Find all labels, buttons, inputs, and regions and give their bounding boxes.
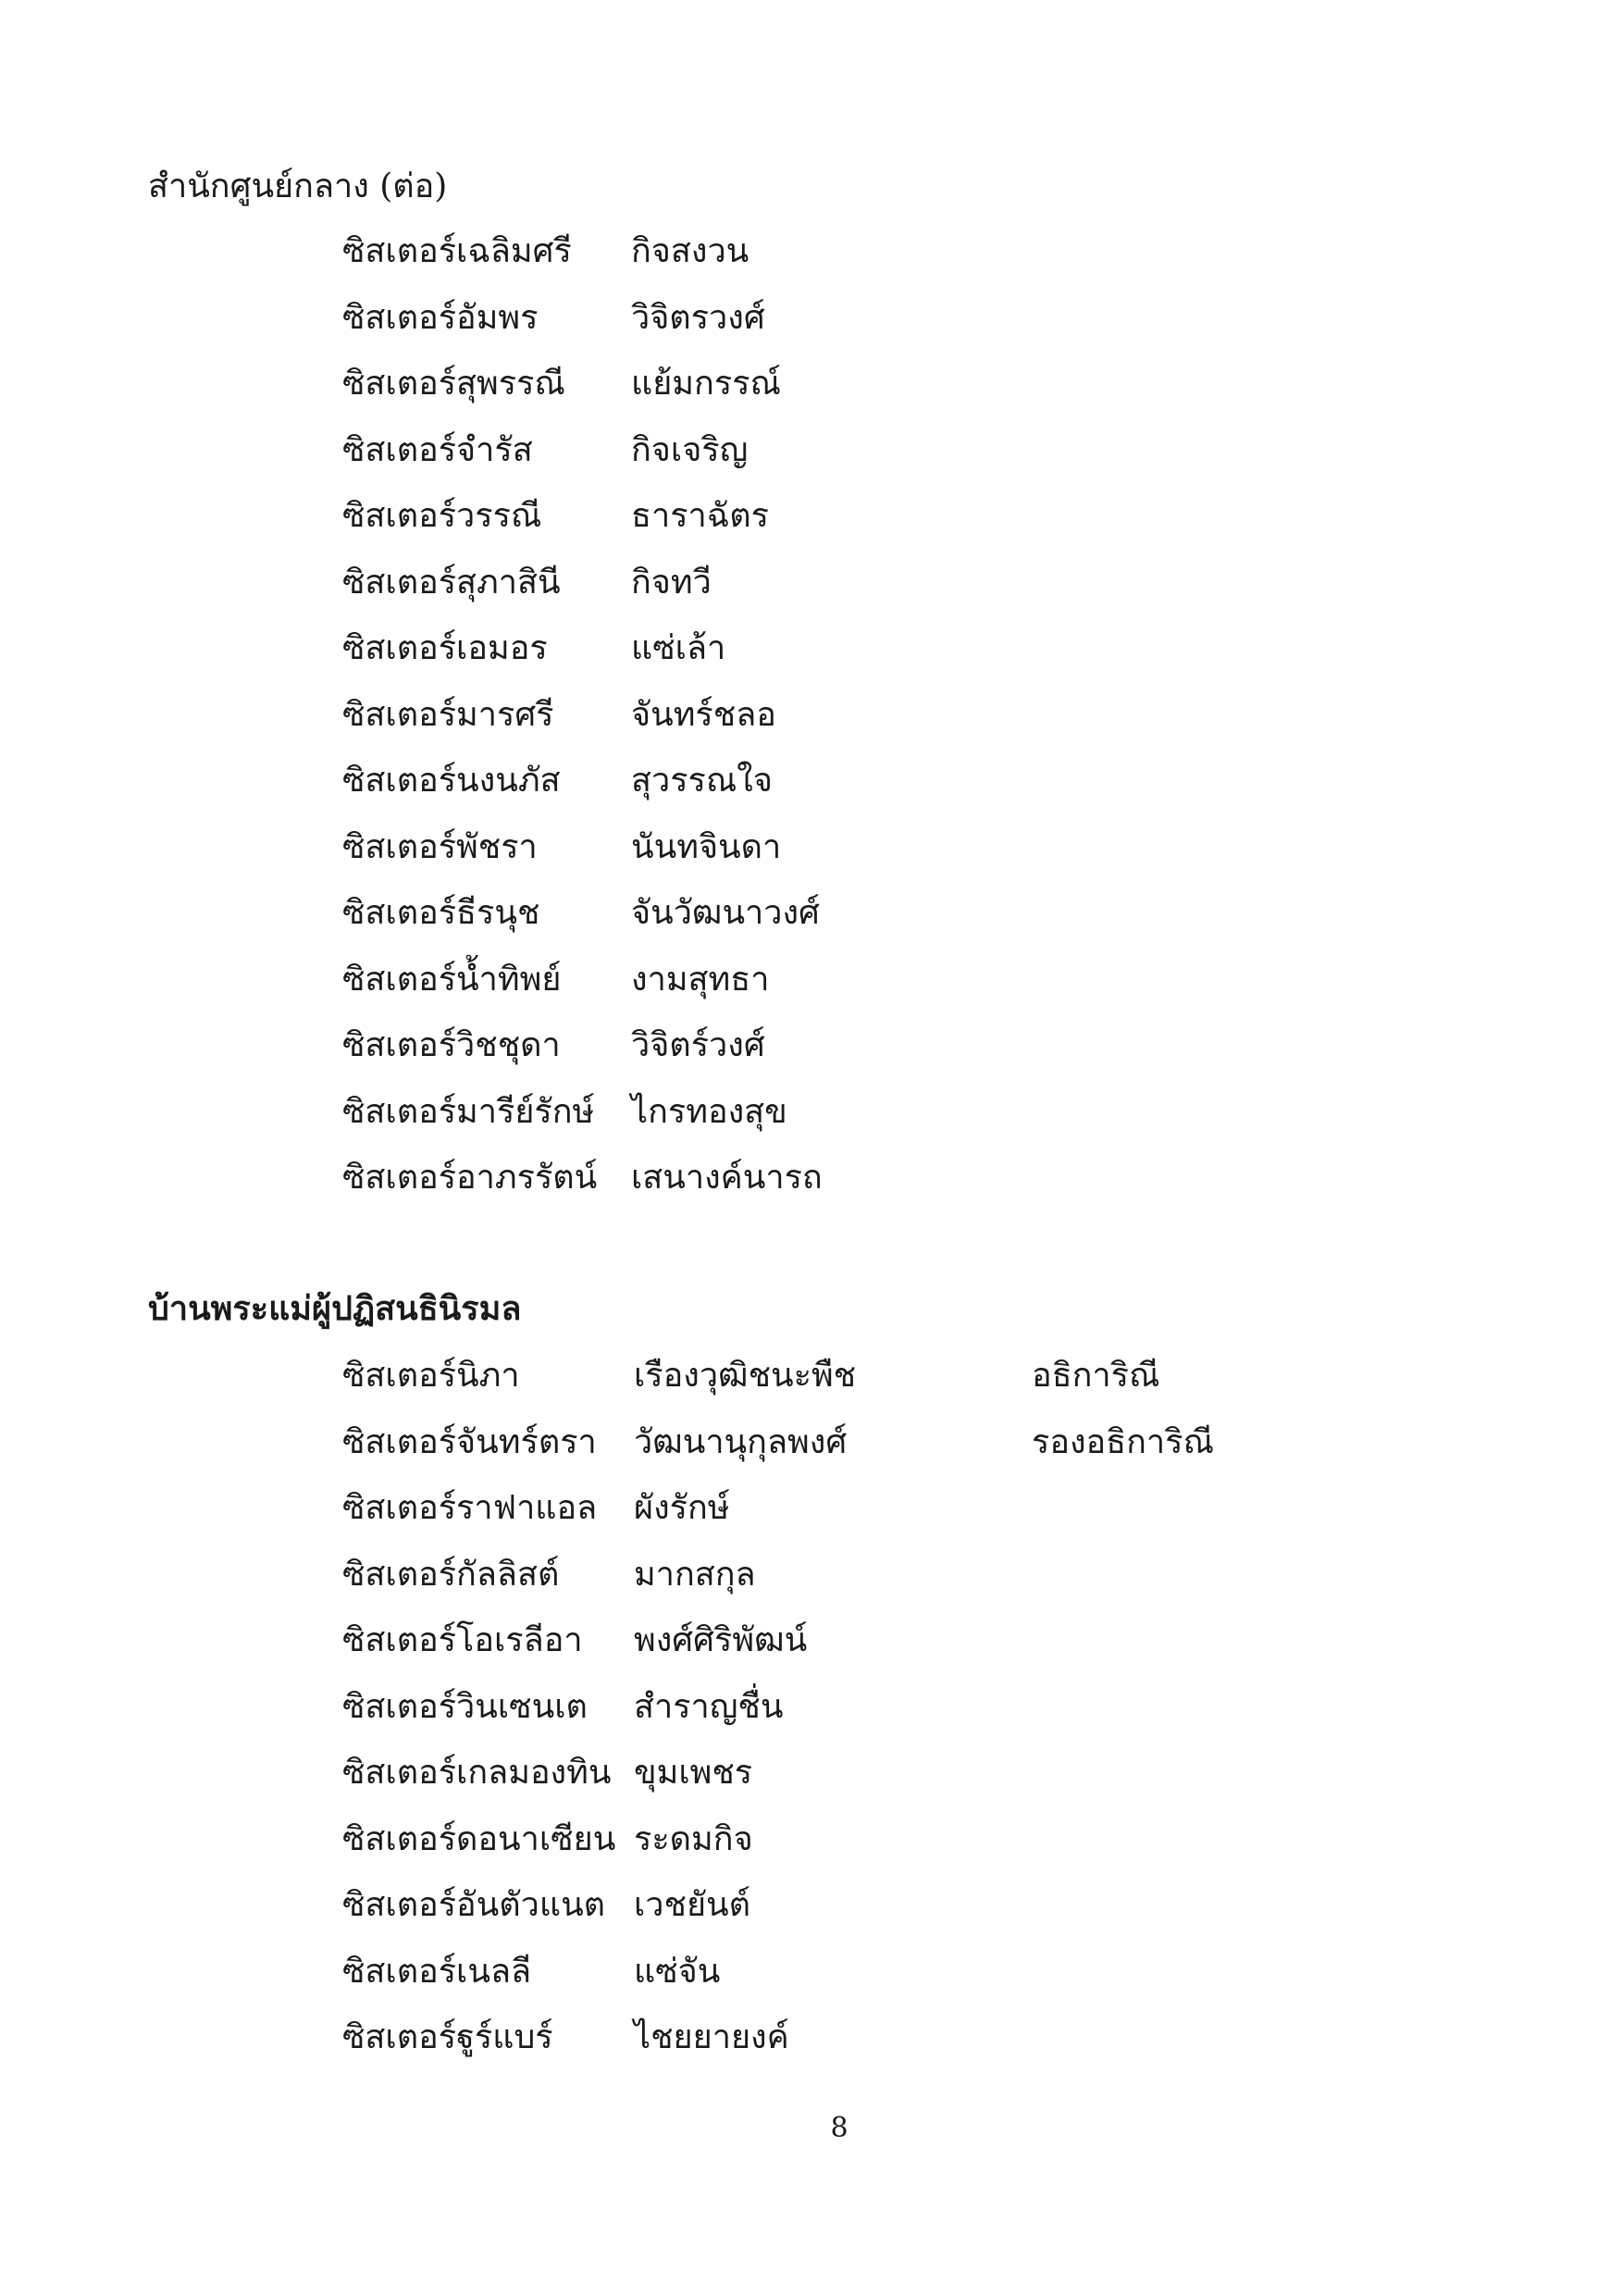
member-surname: พงศ์ศิริพัฒน์ bbox=[634, 1621, 808, 1659]
member-first-name: ซิสเตอร์เอมอร bbox=[342, 629, 548, 667]
member-surname: ระดมกิจ bbox=[634, 1819, 753, 1858]
member-surname: จันวัฒนาวงศ์ bbox=[631, 894, 820, 932]
member-surname: แซ่จัน bbox=[634, 1952, 721, 1991]
member-first-name: ซิสเตอร์สุภาสินี bbox=[342, 563, 561, 602]
member-surname: ผังรักษ์ bbox=[634, 1489, 730, 1527]
member-first-name: ซิสเตอร์เกลมองทิน bbox=[342, 1754, 612, 1792]
member-surname: วิจิตร์วงศ์ bbox=[631, 1026, 765, 1064]
member-role: อธิการิณี bbox=[1032, 1357, 1160, 1395]
member-surname: จันทร์ชลอ bbox=[631, 695, 776, 734]
member-surname: นันทจินดา bbox=[631, 827, 782, 866]
member-surname: กิจทวี bbox=[631, 563, 712, 602]
member-surname: แย้มกรรณ์ bbox=[631, 365, 781, 403]
member-surname: กิจเจริญ bbox=[631, 430, 749, 469]
member-surname: เวชยันต์ bbox=[634, 1886, 751, 1924]
member-first-name: ซิสเตอร์อันตัวแนต bbox=[342, 1886, 606, 1924]
member-first-name: ซิสเตอร์วรรณี bbox=[342, 497, 542, 535]
member-first-name: ซิสเตอร์พัชรา bbox=[342, 827, 538, 866]
member-first-name: ซิสเตอร์นงนภัส bbox=[342, 762, 561, 800]
member-surname: งามสุทธา bbox=[631, 960, 770, 999]
member-first-name: ซิสเตอร์ดอนาเซียน bbox=[342, 1819, 616, 1858]
member-first-name: ซิสเตอร์อาภรรัตน์ bbox=[342, 1159, 598, 1197]
member-surname: ไชยยายงค์ bbox=[634, 2018, 789, 2056]
member-surname: วัฒนานุกุลพงศ์ bbox=[634, 1422, 848, 1461]
member-surname: ธาราฉัตร bbox=[631, 497, 769, 535]
member-first-name: ซิสเตอร์ธีรนุช bbox=[342, 894, 540, 932]
member-first-name: ซิสเตอร์โอเรลีอา bbox=[342, 1621, 583, 1659]
member-surname: สำราญชื่น bbox=[634, 1687, 784, 1726]
member-role: รองอธิการิณี bbox=[1032, 1422, 1214, 1461]
member-first-name: ซิสเตอร์เฉลิมศรี bbox=[342, 232, 572, 270]
member-first-name: ซิสเตอร์สุพรรณี bbox=[342, 365, 565, 403]
member-first-name: ซิสเตอร์อัมพร bbox=[342, 298, 539, 337]
page-number-text: 8 bbox=[830, 2112, 849, 2144]
member-surname: เรืองวุฒิชนะพืช bbox=[634, 1357, 857, 1395]
member-first-name: ซิสเตอร์จันทร์ตรา bbox=[342, 1422, 597, 1461]
section-heading-central-office: สำนักศูนย์กลาง (ต่อ) bbox=[148, 168, 448, 205]
member-first-name: ซิสเตอร์ฐูร์แบร์ bbox=[342, 2018, 553, 2056]
page-number bbox=[0, 2112, 1623, 2144]
member-first-name: ซิสเตอร์กัลลิสต์ bbox=[342, 1555, 560, 1594]
member-first-name: ซิสเตอร์นิภา bbox=[342, 1357, 520, 1395]
member-first-name: ซิสเตอร์เนลลี bbox=[342, 1952, 532, 1991]
member-first-name: ซิสเตอร์จำรัส bbox=[342, 430, 533, 469]
member-first-name: ซิสเตอร์วิชชุดา bbox=[342, 1026, 561, 1064]
member-surname: เสนางค์นารถ bbox=[631, 1159, 823, 1197]
member-first-name: ซิสเตอร์วินเซนเต bbox=[342, 1687, 588, 1726]
member-surname: ขุมเพชร bbox=[634, 1754, 753, 1792]
member-surname: ไกรทองสุข bbox=[631, 1092, 787, 1131]
member-surname: มากสกุล bbox=[634, 1555, 756, 1594]
member-first-name: ซิสเตอร์ราฟาแอล bbox=[342, 1489, 598, 1527]
member-first-name: ซิสเตอร์มารศรี bbox=[342, 695, 554, 734]
member-first-name: ซิสเตอร์น้ำทิพย์ bbox=[342, 960, 562, 999]
member-surname: วิจิตรวงศ์ bbox=[631, 298, 765, 337]
member-first-name: ซิสเตอร์มารีย์รักษ์ bbox=[342, 1092, 595, 1131]
section-heading-immaculate-conception-house: บ้านพระแม่ผู้ปฏิสนธินิรมล bbox=[148, 1289, 522, 1328]
member-surname: กิจสงวน bbox=[631, 232, 750, 270]
member-surname: สุวรรณใจ bbox=[631, 762, 773, 800]
member-surname: แซ่เล้า bbox=[631, 629, 726, 667]
